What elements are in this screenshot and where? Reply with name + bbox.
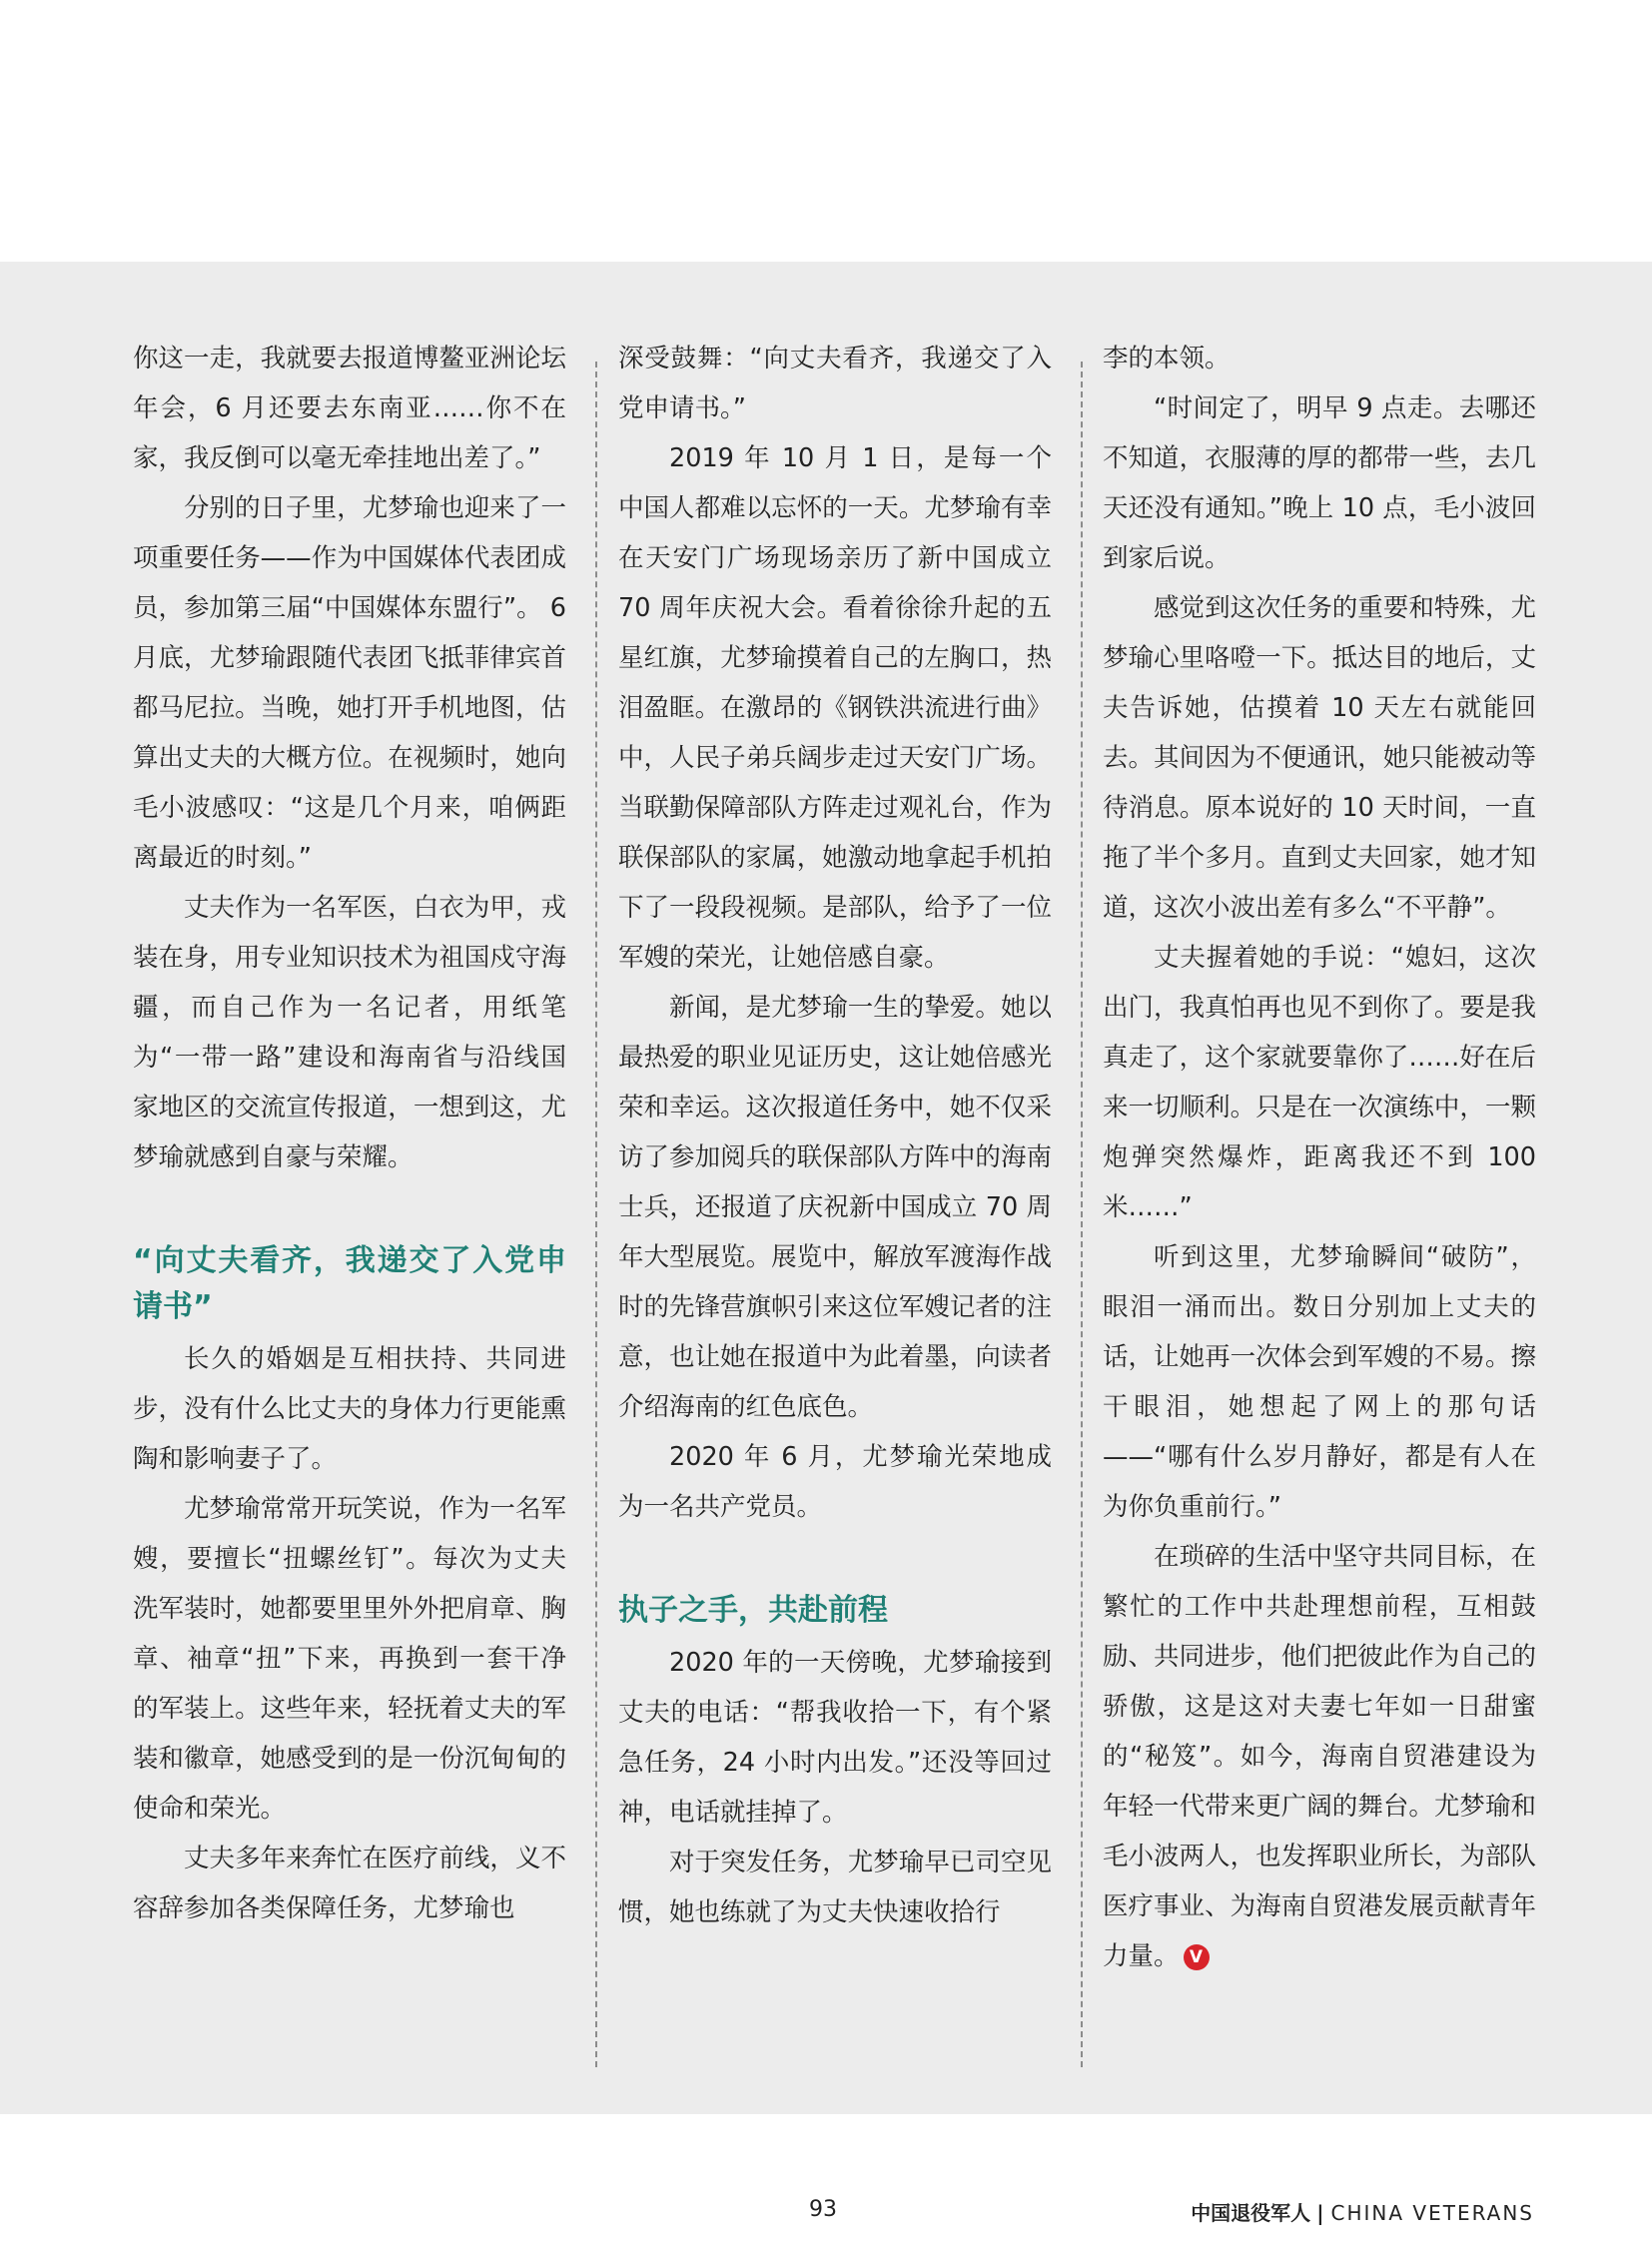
paragraph-text: 在琐碎的生活中坚守共同目标，在繁忙的工作中共赴理想前程，互相鼓励、共同进步，他们把彼此作为自己的骄傲，这是这对夫妻七年如一日甜蜜的“秘笈”。如今，海南自贸港建设为年轻一代带来更广阔的舞台。尤梦瑜和毛小波两人，也发挥职业所长，为部队医疗事业、为海南自贸港发展贡献青年力量。 xyxy=(1103,1542,1536,1971)
paragraph: 新闻，是尤梦瑜一生的挚爱。她以最热爱的职业见证历史，这让她倍感光荣和幸运。这次报道任务中，她不仅采访了参加阅兵的联保部队方阵中的海南士兵，还报道了庆祝新中国成立 70 周年大型展览。展览中，解放军渡海作战时的先锋营旗帜引来这位军嫂记者的注意，也让她在报道中为此着墨，向读者介绍海南的红色底色。 xyxy=(618,993,1052,1422)
paragraph: “时间定了，明早 9 点走。去哪还不知道，衣服薄的厚的都带一些，去几天还没有通知。”晚上 10 点，毛小波回到家后说。 xyxy=(1103,393,1536,573)
paragraph: 丈夫作为一名军医，白衣为甲，戎装在身，用专业知识技术为祖国戍守海疆，而自己作为一名记者，用纸笔为“一带一路”建设和海南省与沿线国家地区的交流宣传报道，一想到这，尤梦瑜就感到自豪与荣耀。 xyxy=(133,893,566,1172)
article-column-3 xyxy=(1103,334,1536,1981)
paragraph: 长久的婚姻是互相扶持、共同进步，没有什么比丈夫的身体力行更能熏陶和影响妻子了。 xyxy=(133,1344,566,1474)
paragraph: 丈夫多年来奔忙在医疗前线，义不容辞参加各类保障任务，尤梦瑜也 xyxy=(133,1844,566,1923)
paragraph: 感觉到这次任务的重要和特殊，尤梦瑜心里咯噔一下。抵达目的地后，丈夫告诉她，估摸着 10 天左右就能回去。其间因为不便通讯，她只能被动等待消息。原本说好的 10 天时间，一直拖了半个多月。直到丈夫回家，她才知道，这次小波出差有多么“不平静”。 xyxy=(1103,593,1536,923)
paragraph: 尤梦瑜常常开玩笑说，作为一名军嫂，要擅长“扭螺丝钉”。每次为丈夫洗军装时，她都要里里外外把肩章、胸章、袖章“扭”下来，再换到一套干净的军装上。这些年来，轻抚着丈夫的军装和徽章，她感受到的是一份沉甸甸的使命和荣光。 xyxy=(133,1494,566,1824)
footer-separator: | xyxy=(1316,2201,1325,2225)
paragraph: 2019 年 10 月 1 日，是每一个中国人都难以忘怀的一天。尤梦瑜有幸在天安门广场现场亲历了新中国成立 70 周年庆祝大会。看着徐徐升起的五星红旗，尤梦瑜摸着自己的左胸口，热泪盈眶。在激昂的《钢铁洪流进行曲》中，人民子弟兵阔步走过天安门广场。当联勤保障部队方阵走过观礼台，作为联保部队的家属，她激动地拿起手机拍下了一段段视频。是部队，给予了一位军嫂的荣光，让她倍感自豪。 xyxy=(618,443,1052,973)
article-column-2 xyxy=(618,334,1052,1937)
end-of-article-icon: V xyxy=(1184,1944,1210,1970)
article-column-1 xyxy=(133,334,566,1933)
magazine-footer xyxy=(1191,2197,1534,2226)
paragraph: 分别的日子里，尤梦瑜也迎来了一项重要任务——作为中国媒体代表团成员，参加第三届“中国媒体东盟行”。 6 月底，尤梦瑜跟随代表团飞抵菲律宾首都马尼拉。当晚，她打开手机地图，估算出丈夫的大概方位。在视频时，她向毛小波感叹：“这是几个月来，咱俩距离最近的时刻。” xyxy=(133,493,566,873)
paragraph: 对于突发任务，尤梦瑜早已司空见惯，她也练就了为丈夫快速收拾行 xyxy=(618,1848,1052,1927)
paragraph: 2020 年的一天傍晚，尤梦瑜接到丈夫的电话：“帮我收拾一下，有个紧急任务，24 小时内出发。”还没等回过神，电话就挂掉了。 xyxy=(618,1648,1052,1828)
paragraph: 李的本领。 xyxy=(1103,344,1231,374)
paragraph: 你这一走，我就要去报道博鳌亚洲论坛年会，6 月还要去东南亚……你不在家，我反倒可以毫无牵挂地出差了。” xyxy=(133,344,566,473)
paragraph: 听到这里，尤梦瑜瞬间“破防”，眼泪一涌而出。数日分别加上丈夫的话，让她再一次体会到军嫂的不易。擦干眼泪，她想起了网上的那句话——“哪有什么岁月静好，都是有人在为你负重前行。” xyxy=(1103,1242,1536,1522)
section-heading: 执子之手，共赴前程 xyxy=(618,1593,888,1628)
section-heading: “向丈夫看齐，我递交了入党申请书” xyxy=(133,1243,566,1324)
column-divider xyxy=(1081,362,1083,2067)
magazine-name-cn: 中国退役军人 xyxy=(1191,2201,1311,2225)
column-divider xyxy=(595,362,597,2067)
paragraph: 丈夫握着她的手说：“媳妇，这次出门，我真怕再也见不到你了。要是我真走了，这个家就要靠你了……好在后来一切顺利。只是在一次演练中，一颗炮弹突然爆炸，距离我还不到 100 米……” xyxy=(1103,943,1536,1222)
paragraph: 2020 年 6 月，尤梦瑜光荣地成为一名共产党员。 xyxy=(618,1442,1052,1522)
page-number: 93 xyxy=(809,2197,837,2222)
paragraph: 深受鼓舞：“向丈夫看齐，我递交了入党申请书。” xyxy=(618,344,1052,423)
paragraph xyxy=(1103,1532,1536,1981)
magazine-name-en: CHINA VETERANS xyxy=(1330,2201,1534,2225)
